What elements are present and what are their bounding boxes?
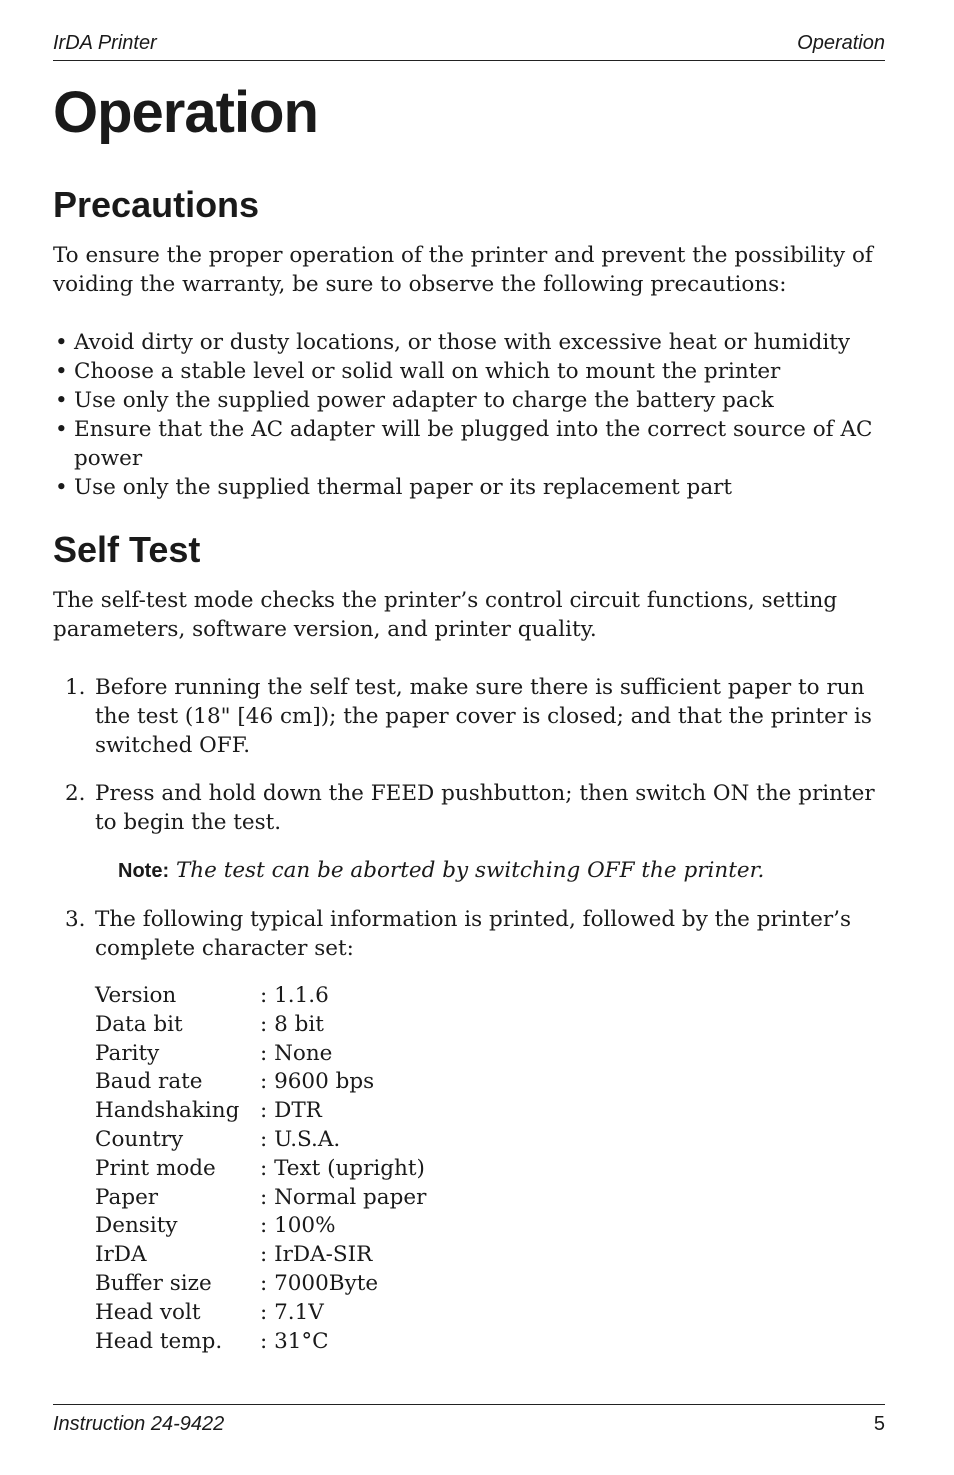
footer-doc-number: Instruction 24-9422 xyxy=(53,1413,225,1435)
table-row xyxy=(95,1270,426,1299)
precautions-heading: Precautions xyxy=(53,184,260,225)
info-value: : 7000Byte xyxy=(260,1270,379,1296)
step-item xyxy=(53,673,893,760)
info-key: Print mode xyxy=(95,1155,216,1181)
step-text: Before running the self test, make sure there is sufficient paper to run the test (18" [46 cm]); the paper cover is closed; and that the printer is switched OFF. xyxy=(95,675,872,758)
step-number: 1. xyxy=(65,675,86,700)
page-number: 5 xyxy=(873,1413,885,1435)
table-row xyxy=(95,1328,426,1357)
note xyxy=(53,856,893,886)
info-value: : 9600 bps xyxy=(260,1069,375,1095)
info-key: Handshaking xyxy=(95,1098,240,1124)
info-value: : Text (upright) xyxy=(260,1155,425,1181)
info-value: : Normal paper xyxy=(260,1184,427,1210)
info-value: : 8 bit xyxy=(260,1011,324,1037)
page-content xyxy=(53,80,893,1356)
info-key: Baud rate xyxy=(95,1069,203,1095)
table-row xyxy=(95,1011,426,1040)
list-item: • Avoid dirty or dusty locations, or those with excessive heat or humidity xyxy=(53,328,893,357)
info-value: : None xyxy=(260,1040,333,1066)
self-test-intro: The self-test mode checks the printer’s control circuit functions, setting parameters, software version, and printer quality. xyxy=(53,588,838,642)
info-key: Parity xyxy=(95,1040,160,1066)
info-key: IrDA xyxy=(95,1242,147,1268)
step-item xyxy=(53,905,893,963)
page-footer xyxy=(53,1404,885,1439)
list-item: • Use only the supplied thermal paper or its replacement part xyxy=(53,473,893,502)
info-key: Paper xyxy=(95,1184,159,1210)
info-key: Buffer size xyxy=(95,1270,212,1296)
step-text: Press and hold down the FEED pushbutton; then switch ON the printer to begin the test. xyxy=(95,781,875,835)
step-number: 2. xyxy=(65,781,86,806)
info-key: Data bit xyxy=(95,1011,183,1037)
table-row xyxy=(95,1040,426,1069)
table-row xyxy=(95,1155,426,1184)
info-key: Head volt xyxy=(95,1299,201,1325)
step-item xyxy=(53,779,893,837)
precautions-intro: To ensure the proper operation of the printer and prevent the possibility of voiding the warranty, be sure to observe the following precautions: xyxy=(53,243,873,297)
list-item: • Ensure that the AC adapter will be plugged into the correct source of AC power xyxy=(53,415,893,473)
step-text: The following typical information is printed, followed by the printer’s complete character set: xyxy=(95,907,851,961)
note-label: Note: xyxy=(118,860,170,882)
info-key: Country xyxy=(95,1126,184,1152)
header-section-title: Operation xyxy=(797,32,885,54)
self-test-heading: Self Test xyxy=(53,529,201,570)
table-row xyxy=(95,1068,426,1097)
page-title: Operation xyxy=(53,80,318,145)
info-key: Density xyxy=(95,1213,178,1239)
info-key: Version xyxy=(95,983,177,1008)
table-row xyxy=(95,1212,426,1241)
list-item: • Use only the supplied power adapter to charge the battery pack xyxy=(53,386,893,415)
info-key: Head temp. xyxy=(95,1328,223,1354)
list-item: • Choose a stable level or solid wall on which to mount the printer xyxy=(53,357,893,386)
self-test-steps-continued xyxy=(53,905,893,963)
note-text: The test can be aborted by switching OFF the printer. xyxy=(175,858,765,883)
table-row xyxy=(95,982,426,1011)
info-value: : U.S.A. xyxy=(260,1126,341,1152)
precautions-list xyxy=(53,328,893,502)
step-number: 3. xyxy=(65,907,86,932)
info-value: : 100% xyxy=(260,1213,336,1239)
info-value: : IrDA-SIR xyxy=(260,1242,373,1268)
info-value: : 31°C xyxy=(260,1328,329,1354)
table-row xyxy=(95,1184,426,1213)
info-value: : DTR xyxy=(260,1098,322,1124)
table-row xyxy=(95,1126,426,1155)
info-value: : 1.1.6 xyxy=(260,983,329,1008)
self-test-info-table xyxy=(95,982,426,1356)
self-test-steps xyxy=(53,673,893,837)
info-value: : 7.1V xyxy=(260,1299,324,1325)
table-row xyxy=(95,1241,426,1270)
page-header xyxy=(53,30,885,61)
table-row xyxy=(95,1299,426,1328)
header-doc-title: IrDA Printer xyxy=(53,32,157,54)
table-row xyxy=(95,1097,426,1126)
